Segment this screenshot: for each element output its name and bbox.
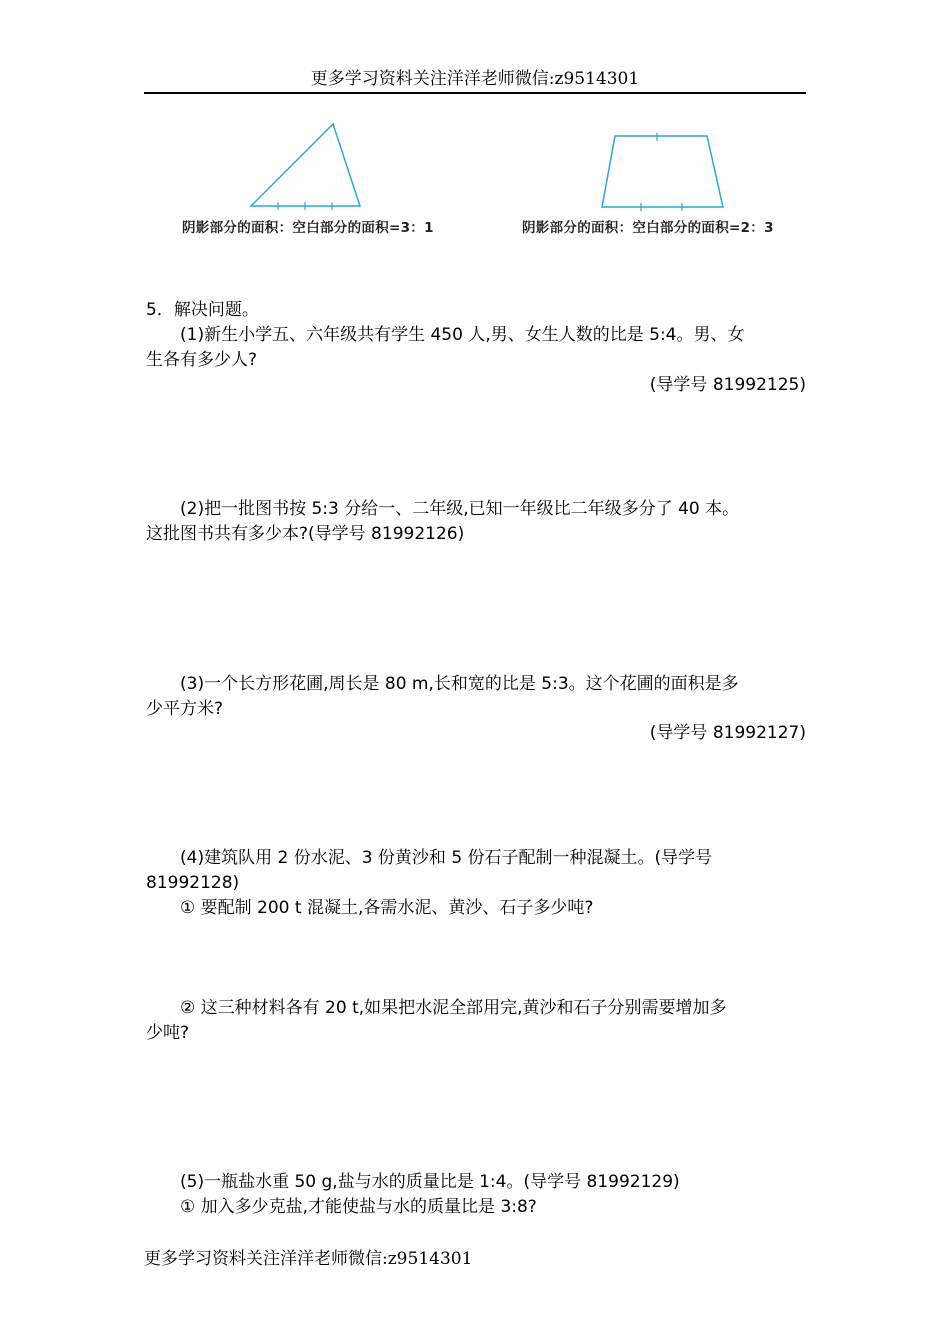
q2-line2: 这批图书共有多少本?(导学号 81992126): [146, 524, 465, 544]
q2-line1: (2)把一批图书按 5:3 分给一、二年级,已知一年级比二年级多分了 40 本。: [180, 499, 740, 519]
q4-line1: (4)建筑队用 2 份水泥、3 份黄沙和 5 份石子配制一种混凝土。(导学号: [180, 848, 713, 868]
q1-line1: (1)新生小学五、六年级共有学生 450 人,男、女生人数的比是 5:4。男、女: [180, 325, 745, 345]
q1-line2: 生各有多少人?: [146, 350, 258, 370]
q1-ref: (导学号 81992125): [649, 375, 806, 395]
trapezoid-shape: [602, 136, 723, 207]
q4-sub2-line1: ② 这三种材料各有 20 t,如果把水泥全部用完,黄沙和石子分别需要增加多: [180, 998, 727, 1018]
page-footer: 更多学习资料关注洋洋老师微信:z9514301: [144, 1249, 473, 1269]
q3-ref: (导学号 81992127): [649, 723, 806, 743]
trapezoid-figure: [595, 130, 730, 212]
q3-line1: (3)一个长方形花圃,周长是 80 m,长和宽的比是 5:3。这个花圃的面积是多: [180, 674, 739, 694]
q4-line2: 81992128): [146, 873, 240, 893]
page-header: 更多学习资料关注洋洋老师微信:z9514301: [144, 66, 806, 94]
q3-line2: 少平方米?: [146, 699, 224, 719]
q5-sub1: ① 加入多少克盐,才能使盐与水的质量比是 3:8?: [180, 1197, 537, 1217]
q5-line1: (5)一瓶盐水重 50 g,盐与水的质量比是 1:4。(导学号 81992129): [180, 1172, 680, 1192]
section-title: 5．解决问题。: [146, 300, 259, 320]
q4-sub2-line2: 少吨?: [146, 1023, 190, 1043]
q4-sub1: ① 要配制 200 t 混凝土,各需水泥、黄沙、石子多少吨?: [180, 898, 594, 918]
trapezoid-caption: 阴影部分的面积：空白部分的面积=2：3: [522, 220, 774, 236]
triangle-shape: [251, 124, 360, 206]
triangle-caption: 阴影部分的面积：空白部分的面积=3：1: [182, 220, 434, 236]
triangle-figure: [240, 118, 370, 213]
